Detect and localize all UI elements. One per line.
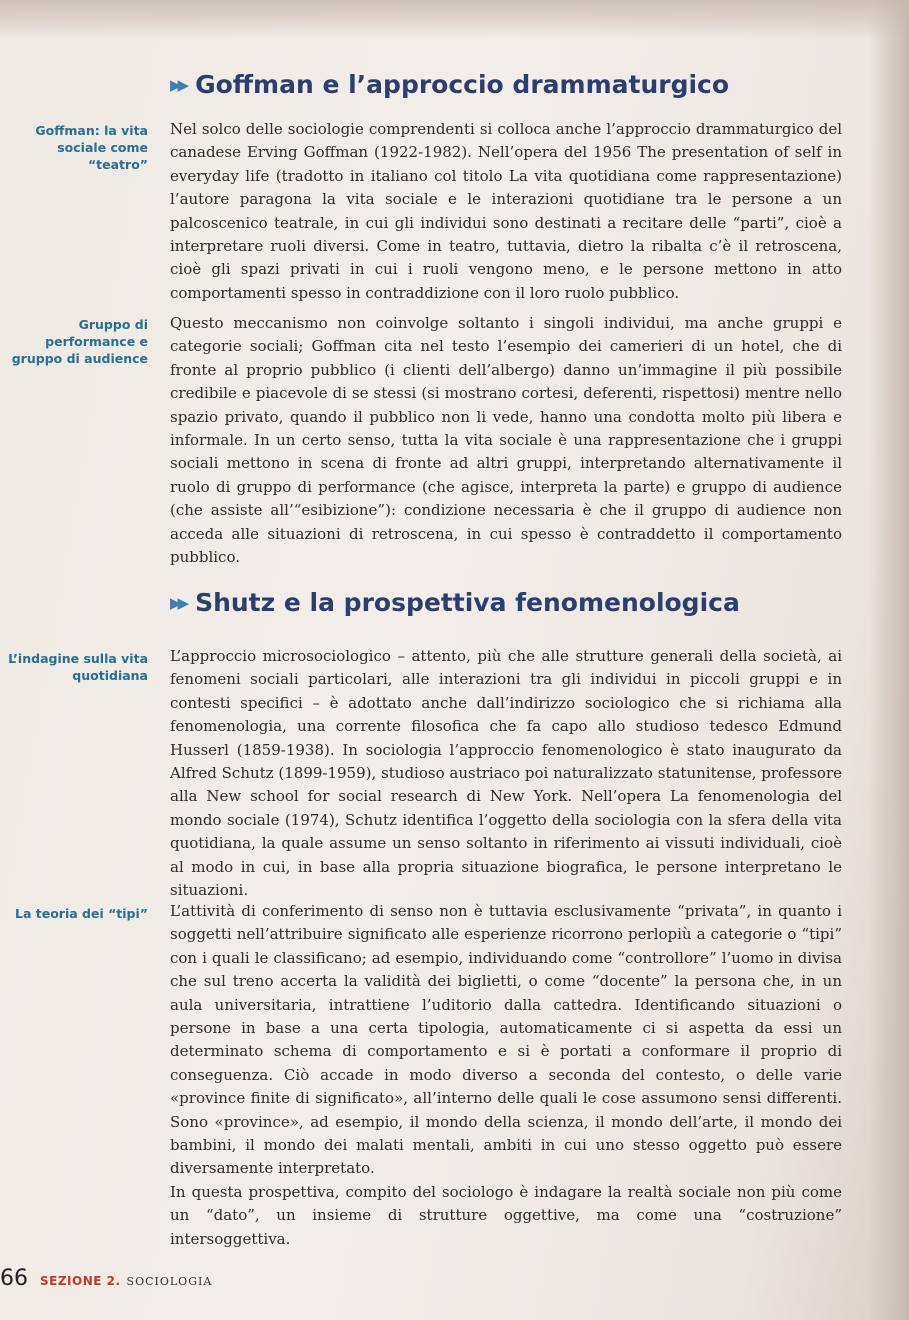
heading-text: Shutz e la prospettiva fenomenologica xyxy=(195,588,740,617)
heading-text: Goffman e l’approccio drammaturgico xyxy=(195,70,730,99)
margin-note-performance: Gruppo di performance e gruppo di audience xyxy=(11,317,148,366)
paragraph-teoria-tipi: L’attività di conferimento di senso non è tuttavia esclusivamente “privata”, in quanto i soggetti nell’attribuire significato alle esperienze ricorrono perlopiù a categorie o “tipi” con i quali le classificano; ad esempio, individuando come “controllore” l’uomo in divisa che sul treno accerta la validità dei biglietti, o come “docente” la persona che, in un aula universitaria, intrattiene l’uditorio dalla cattedra. Identificando situazioni o persone in base a una certa tipologia, automaticamente ci si aspetta da essi un determinato schema di comportamento e si è portati a conformare il proprio di conseguenza. Ciò accade in modo diverso a seconda del contesto, o delle varie «province finite di significato», all’interno delle quali le cose assumono sensi differenti. Sono «province», ad esempio, il mondo della scienza, il mondo dell’arte, il mondo dei bambini, il mondo dei malati mentali, ambiti in cui uno stesso oggetto può essere diversamente interpretato. In questa prospettiva, compito del sociologo è indagare la realtà sociale non più come un “dato”, un insieme di strutture oggettive, ma come una “costruzione” intersoggettiva. xyxy=(170,902,842,1248)
section-name: SOCIOLOGIA xyxy=(126,1275,213,1288)
paragraph-goffman-intro: Nel solco delle sociologie comprendenti si colloca anche l’approccio drammaturgico del canadese Erving Goffman (1922-1982). Nell’opera del 1956 The presentation of self in everyday life (tradotto in italiano col titolo La vita quotidiana come rappresentazione) l’autore paragona la vita sociale e le interazioni quotidiane tra le persone a un palcoscenico teatrale, in cui gli individui sono destinati a recitare delle “parti”, cioè a interpretare ruoli diversi. Come in teatro, tuttavia, dietro la ribalta c’è il retroscena, cioè gli spazi privati in cui i ruoli vengono meno, e le persone mettono in atto comportamenti spesso in contraddizione con il loro ruolo pubblico. xyxy=(170,120,842,302)
margin-note-vita-quotidiana: L’indagine sulla vita quotidiana xyxy=(8,651,148,683)
margin-note-goffman: Goffman: la vita sociale come “teatro” xyxy=(35,123,148,172)
page-curl-shadow xyxy=(869,0,909,1320)
paragraph-fenomenologia: L’approccio microsociologico – attento, più che alle strutture generali della società, ai fenomeni sociali particolari, alle interazioni tra gli individui in piccoli gruppi e in contesti specifici – è adottato anche dall’indirizzo sociologico che si richiama alla fenomenologia, una corrente filosofica che fa capo allo studioso tedesco Edmund Husserl (1859-1938). In sociologia l’approccio fenomenologico è stato inaugurato da Alfred Schutz (1899-1959), studioso austriaco poi naturalizzato statunitense, professore alla New school for social research di New York. Nell’opera La fenomenologia del mondo sociale (1974), Schutz identifica l’oggetto della sociologia con la sfera della vita quotidiana, la quale assume un senso soltanto in riferimento ai vissuti individuali, cioè al modo in cui, in base alla propria situazione biografica, le persone interpretano le situazioni. xyxy=(170,647,842,900)
margin-note-tipi: La teoria dei “tipi” xyxy=(14,906,148,921)
page-number: 66 xyxy=(0,1266,28,1291)
section-label: SEZIONE 2. xyxy=(40,1274,121,1288)
page-footer xyxy=(0,1266,212,1291)
section-heading-shutz xyxy=(170,588,740,617)
paragraph-performance-audience: Questo meccanismo non coinvolge soltanto i singoli individui, ma anche gruppi e categorie sociali; Goffman cita nel testo l’esempio dei camerieri di un hotel, che di fronte al proprio pubblico (i clienti dell’albergo) danno un’immagine il più possibile credibile e piacevole di se stessi (si mostrano cortesi, deferenti, rispettosi) mentre nello spazio privato, quando il pubblico non li vede, hanno una condotta molto più libera e informale. In un certo senso, tutta la vita sociale è una rappresentazione che i gruppi sociali mettono in scena di fronte ad altri gruppi, interpretando alternativamente il ruolo di gruppo di performance (che agisce, interpreta la parte) e gruppo di audience (che assiste all’“esibizione”): condizione necessaria è che il gruppo di audience non acceda alle situazioni di retroscena, in cui spesso è contraddetto il comportamento pubblico. xyxy=(170,314,842,567)
double-arrow-icon: ▶▶ xyxy=(170,593,186,612)
section-heading-goffman xyxy=(170,70,729,99)
double-arrow-icon: ▶▶ xyxy=(170,75,186,94)
